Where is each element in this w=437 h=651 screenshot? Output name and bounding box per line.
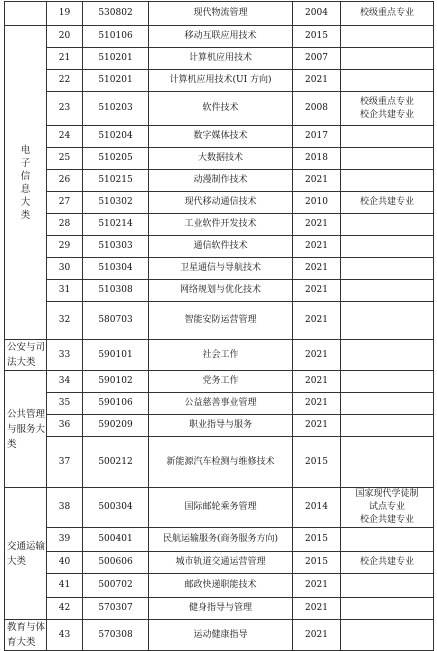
seq-no-cell: 43 <box>47 620 83 651</box>
note-line: 校级重点专业 <box>359 96 414 107</box>
table-row <box>5 620 434 651</box>
note-cell <box>341 92 434 126</box>
major-code-cell: 510215 <box>83 170 149 192</box>
major-code-cell: 510303 <box>83 236 149 258</box>
year-cell: 2015 <box>293 437 341 488</box>
note-cell <box>341 236 434 258</box>
major-code-cell: 510302 <box>83 192 149 214</box>
year-cell: 2021 <box>293 620 341 651</box>
category-cell <box>5 620 47 651</box>
seq-no-cell: 23 <box>47 92 83 126</box>
seq-no-cell: 20 <box>47 26 83 48</box>
seq-no-cell: 38 <box>47 488 83 528</box>
year-cell: 2021 <box>293 302 341 340</box>
major-name-cell: 大数据技术 <box>149 148 293 170</box>
major-name-cell: 工业软件开发技术 <box>149 214 293 236</box>
major-name-cell: 卫星通信与导航技术 <box>149 258 293 280</box>
note-line: 试点专业 <box>368 502 405 512</box>
program-table-body <box>5 2 434 651</box>
note-cell <box>341 148 434 170</box>
seq-no-cell: 19 <box>47 2 83 26</box>
year-cell: 2014 <box>293 488 341 528</box>
seq-no-cell: 32 <box>47 302 83 340</box>
table-row <box>5 488 434 528</box>
seq-no-cell: 34 <box>47 371 83 393</box>
table-row <box>5 48 434 70</box>
table-row <box>5 236 434 258</box>
seq-no-cell: 21 <box>47 48 83 70</box>
year-cell: 2010 <box>293 192 341 214</box>
major-code-cell: 570307 <box>83 598 149 620</box>
major-name-cell: 现代物流管理 <box>149 2 293 26</box>
category-label: 公共管理与服务大类 <box>7 408 46 450</box>
program-table <box>4 1 434 651</box>
major-name-cell: 软件技术 <box>149 92 293 126</box>
note-cell <box>341 371 434 393</box>
major-name-cell: 社会工作 <box>149 340 293 371</box>
table-row <box>5 340 434 371</box>
note-cell <box>341 214 434 236</box>
note-cell <box>341 126 434 148</box>
major-code-cell: 530802 <box>83 2 149 26</box>
year-cell: 2021 <box>293 280 341 302</box>
year-cell: 2021 <box>293 415 341 437</box>
table-row <box>5 415 434 437</box>
note-cell <box>341 574 434 598</box>
major-code-cell: 510201 <box>83 70 149 92</box>
major-code-cell: 510106 <box>83 26 149 48</box>
note-cell <box>341 437 434 488</box>
seq-no-cell: 28 <box>47 214 83 236</box>
major-name-cell: 职业指导与服务 <box>149 415 293 437</box>
year-cell: 2018 <box>293 148 341 170</box>
major-code-cell: 500606 <box>83 552 149 574</box>
seq-no-cell: 29 <box>47 236 83 258</box>
major-name-cell: 新能源汽车检测与维修技术 <box>149 437 293 488</box>
major-code-cell: 500304 <box>83 488 149 528</box>
table-row <box>5 148 434 170</box>
major-name-cell: 计算机应用技术 <box>149 48 293 70</box>
seq-no-cell: 39 <box>47 528 83 552</box>
seq-no-cell: 22 <box>47 70 83 92</box>
note-cell <box>341 192 434 214</box>
table-row <box>5 302 434 340</box>
year-cell: 2021 <box>293 371 341 393</box>
major-name-cell: 城市轨道交通运营管理 <box>149 552 293 574</box>
major-name-cell: 民航运输服务(商务服务方向) <box>149 528 293 552</box>
table-row <box>5 258 434 280</box>
year-cell: 2007 <box>293 48 341 70</box>
table-row <box>5 170 434 192</box>
seq-no-cell: 42 <box>47 598 83 620</box>
seq-no-cell: 40 <box>47 552 83 574</box>
seq-no-cell: 30 <box>47 258 83 280</box>
note-cell <box>341 598 434 620</box>
table-row <box>5 552 434 574</box>
seq-no-cell: 26 <box>47 170 83 192</box>
major-code-cell: 590209 <box>83 415 149 437</box>
seq-no-cell: 31 <box>47 280 83 302</box>
year-cell: 2021 <box>293 393 341 415</box>
major-name-cell: 数字媒体技术 <box>149 126 293 148</box>
seq-no-cell: 35 <box>47 393 83 415</box>
year-cell: 2021 <box>293 214 341 236</box>
year-cell: 2015 <box>293 26 341 48</box>
note-cell <box>341 393 434 415</box>
major-code-cell: 510203 <box>83 92 149 126</box>
note-cell <box>341 528 434 552</box>
year-cell: 2021 <box>293 170 341 192</box>
major-code-cell: 590101 <box>83 340 149 371</box>
note-line: 校企共建专业 <box>359 197 414 207</box>
table-row <box>5 70 434 92</box>
major-code-cell: 590102 <box>83 371 149 393</box>
year-cell: 2021 <box>293 70 341 92</box>
seq-no-cell: 25 <box>47 148 83 170</box>
category-cell <box>5 488 47 620</box>
major-name-cell: 邮政快递职能技术 <box>149 574 293 598</box>
category-cell <box>5 371 47 488</box>
major-name-cell: 运动健康指导 <box>149 620 293 651</box>
major-name-cell: 动漫制作技术 <box>149 170 293 192</box>
note-line: 校级重点专业 <box>359 8 414 18</box>
note-cell <box>341 258 434 280</box>
note-line: 校企共建专业 <box>359 109 414 120</box>
category-label: 交通运输大类 <box>7 540 46 567</box>
note-cell <box>341 340 434 371</box>
major-name-cell: 健身指导与管理 <box>149 598 293 620</box>
table-row <box>5 371 434 393</box>
year-cell: 2021 <box>293 598 341 620</box>
note-cell <box>341 620 434 651</box>
table-row <box>5 574 434 598</box>
major-code-cell: 510205 <box>83 148 149 170</box>
seq-no-cell: 41 <box>47 574 83 598</box>
major-name-cell: 计算机应用技术(UI 方向) <box>149 70 293 92</box>
seq-no-cell: 37 <box>47 437 83 488</box>
table-row <box>5 126 434 148</box>
year-cell: 2021 <box>293 340 341 371</box>
major-name-cell: 现代移动通信技术 <box>149 192 293 214</box>
major-code-cell: 500212 <box>83 437 149 488</box>
table-row <box>5 214 434 236</box>
major-code-cell: 500401 <box>83 528 149 552</box>
note-line: 校企共建专业 <box>359 557 414 567</box>
year-cell: 2004 <box>293 2 341 26</box>
category-label: 公安与司法大类 <box>7 342 46 368</box>
table-row <box>5 92 434 126</box>
major-name-cell: 党务工作 <box>149 371 293 393</box>
major-code-cell: 500702 <box>83 574 149 598</box>
major-code-cell: 510204 <box>83 126 149 148</box>
major-name-cell: 国际邮轮乘务管理 <box>149 488 293 528</box>
table-row <box>5 598 434 620</box>
year-cell: 2021 <box>293 258 341 280</box>
major-name-cell: 智能安防运营管理 <box>149 302 293 340</box>
category-label: 教育与体育大类 <box>7 622 46 648</box>
table-row <box>5 528 434 552</box>
note-cell <box>341 70 434 92</box>
note-cell <box>341 415 434 437</box>
seq-no-cell: 27 <box>47 192 83 214</box>
seq-no-cell: 33 <box>47 340 83 371</box>
table-row <box>5 393 434 415</box>
category-cell <box>5 340 47 371</box>
major-code-cell: 510308 <box>83 280 149 302</box>
major-code-cell: 510201 <box>83 48 149 70</box>
year-cell: 2015 <box>293 552 341 574</box>
year-cell: 2017 <box>293 126 341 148</box>
table-row <box>5 26 434 48</box>
year-cell: 2008 <box>293 92 341 126</box>
note-cell <box>341 2 434 26</box>
table-row <box>5 2 434 26</box>
note-line: 国家现代学徒制 <box>355 489 419 499</box>
note-cell <box>341 552 434 574</box>
note-cell <box>341 48 434 70</box>
major-code-cell: 580703 <box>83 302 149 340</box>
major-code-cell: 510214 <box>83 214 149 236</box>
major-code-cell: 570308 <box>83 620 149 651</box>
table-row <box>5 192 434 214</box>
year-cell: 2021 <box>293 236 341 258</box>
major-code-cell: 510304 <box>83 258 149 280</box>
table-row <box>5 280 434 302</box>
note-cell <box>341 170 434 192</box>
seq-no-cell: 24 <box>47 126 83 148</box>
note-cell <box>341 302 434 340</box>
major-name-cell: 移动互联应用技术 <box>149 26 293 48</box>
year-cell: 2015 <box>293 528 341 552</box>
note-line: 校企共建专业 <box>359 515 414 525</box>
table-row <box>5 437 434 488</box>
category-label: 电子信息大类 <box>20 144 31 221</box>
category-cell <box>5 26 47 340</box>
seq-no-cell: 36 <box>47 415 83 437</box>
note-cell <box>341 26 434 48</box>
category-cell <box>5 2 47 26</box>
major-code-cell: 590106 <box>83 393 149 415</box>
major-name-cell: 通信软件技术 <box>149 236 293 258</box>
major-name-cell: 网络规划与优化技术 <box>149 280 293 302</box>
note-cell <box>341 280 434 302</box>
major-name-cell: 公益慈善事业管理 <box>149 393 293 415</box>
year-cell: 2021 <box>293 574 341 598</box>
note-cell <box>341 488 434 528</box>
